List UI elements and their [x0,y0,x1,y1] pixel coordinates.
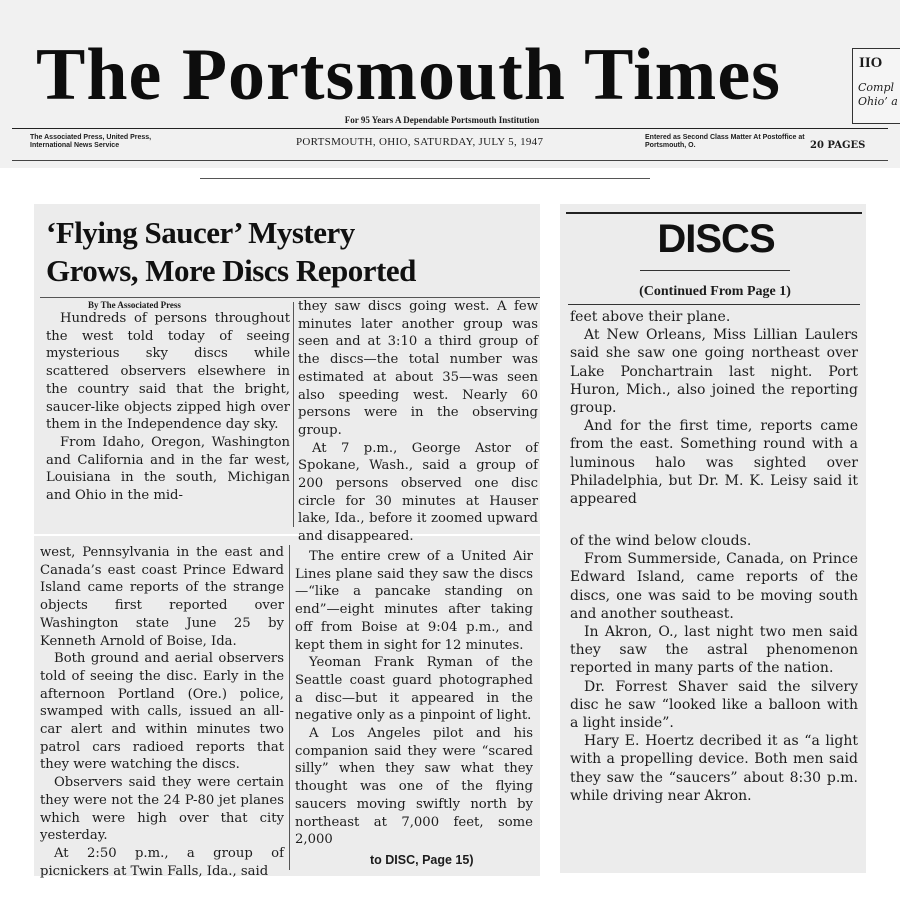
paragraph: of the wind below clouds. [570,533,752,549]
paragraph: A Los Angeles pilot and his companion said they were “scared silly” when they saw what they thought was one of the flying saucers moving swiftly north by northeast at 7,000 feet, some 2,000 [295,726,533,848]
article-column-1-bottom [40,544,284,880]
page-count: 20 PAGES [810,140,866,151]
paragraph: At 7 p.m., George Astor of Spokane, Wash., said a group of 200 persons observed one disc circle for 30 minutes at Hauser lake, Ida., before it zoomed upward and disappeared. [298,440,538,545]
paragraph: Yeoman Frank Ryman of the Seattle coast guard photographed a disc—but it appeared in the negative only as a pinpoint of light. [295,655,533,724]
ear-text-line1: Compl [858,81,895,94]
headline-line-2: Grows, More Discs Reported [46,253,416,288]
newspaper-nameplate: The Portsmouth Times [36,34,781,116]
paragraph: The entire crew of a United Air Lines plane said they saw the discs—“like a pancake standing on end”—eight minutes after taking off from Boise at 9:04 p.m., and kept them in sight for 12 minutes. [295,549,533,653]
paragraph: Dr. Forrest Shaver said the silvery disc he saw “looked like a balloon with a light inside”. [570,678,858,732]
paragraph: Observers said they were certain they were not the 24 P-80 jet planes which were high over that city yesterday. [40,775,284,844]
masthead-underline [200,168,650,179]
paragraph: Hary E. Hoertz decribed it as “a light with a propelling device. Both men said they saw the “saucers” about 8:30 p.m. while driving near Akron. [570,733,858,804]
paragraph: From Summerside, Canada, on Prince Edward Island, came reports of the discs, one was said to be moving south and another southeast. [570,551,858,622]
continuation-column-bottom [570,532,858,805]
dateline: PORTSMOUTH, OHIO, SATURDAY, JULY 5, 1947 [296,136,544,148]
wire-services-note: The Associated Press, United Press, International News Service [30,134,152,149]
column-rule [293,302,294,527]
article-headline [46,214,526,290]
article-column-2-bottom [295,548,533,849]
masthead-rule-bottom [12,160,888,161]
ear-text-line2: Ohio’ a [858,95,898,108]
nameplate-tagline: For 95 Years A Dependable Portsmouth Institution [344,115,540,125]
masthead-ear-box [852,48,900,124]
continuation-headline: DISCS [657,217,775,261]
paragraph: At 2:50 p.m., a group of picnickers at Twin Falls, Ida., said [40,845,284,879]
continued-from-label: (Continued From Page 1) [639,284,791,299]
headline-underline [640,270,790,271]
continuation-column-top [570,308,858,508]
postal-notice: Entered as Second Class Matter At Postoffice at Portsmouth, O. [645,134,805,149]
paragraph: From Idaho, Oregon, Washington and California and in the far west, Louisiana in the south, Michigan and Ohio in the mid- [46,434,290,504]
headline-line-1: ‘Flying Saucer’ Mystery [46,215,355,250]
paragraph: feet above their plane. [570,309,731,325]
paragraph: And for the first time, reports came from the east. Something round with a luminous halo was sighted over Philadelphia, but Dr. M. K. Leisy said it appeared [570,418,858,508]
paragraph: In Akron, O., last night two men said they saw the astral phenomenon reported in many parts of the nation. [570,624,858,677]
byline: By The Associated Press [88,300,181,310]
subhead-rule [568,304,860,305]
paragraph: they saw discs going west. A few minutes later another group was seen and at 3:10 a third group of the discs—the total number was estimated at about 35—was seen also speeding west. Nearly 60 persons were in the observing group. [298,299,538,438]
ear-number: IIO [859,55,883,71]
masthead-rule-top [12,128,888,129]
article-column-1-top [46,310,290,505]
jump-reference: to DISC, Page 15) [370,853,474,867]
paragraph: Both ground and aerial observers told of seeing the disc. Early in the afternoon Portland (Ore.) police, swamped with calls, issued an all-car alert and within minutes two patrol cars radioed reports that they were watching the discs. [40,651,284,773]
continuation-top-rule [566,204,862,214]
column-rule [289,545,290,870]
article-column-2-top [298,298,538,546]
paragraph: At New Orleans, Miss Lillian Laulers said she saw one going northeast over Lake Ponchartrain last night. Port Huron, Mich., also joined the reporting group. [570,327,858,417]
paragraph: west, Pennsylvania in the east and Canada’s east coast Prince Edward Island came reports of the strange objects first reported over Washington state June 25 by Kenneth Arnold of Boise, Ida. [40,545,284,649]
paragraph: Hundreds of persons throughout the west told today of seeing mysterious sky discs while scattered observers elsewhere in the country said that the bright, saucer-like objects zipped high over them in the Independence day sky. [46,311,290,433]
